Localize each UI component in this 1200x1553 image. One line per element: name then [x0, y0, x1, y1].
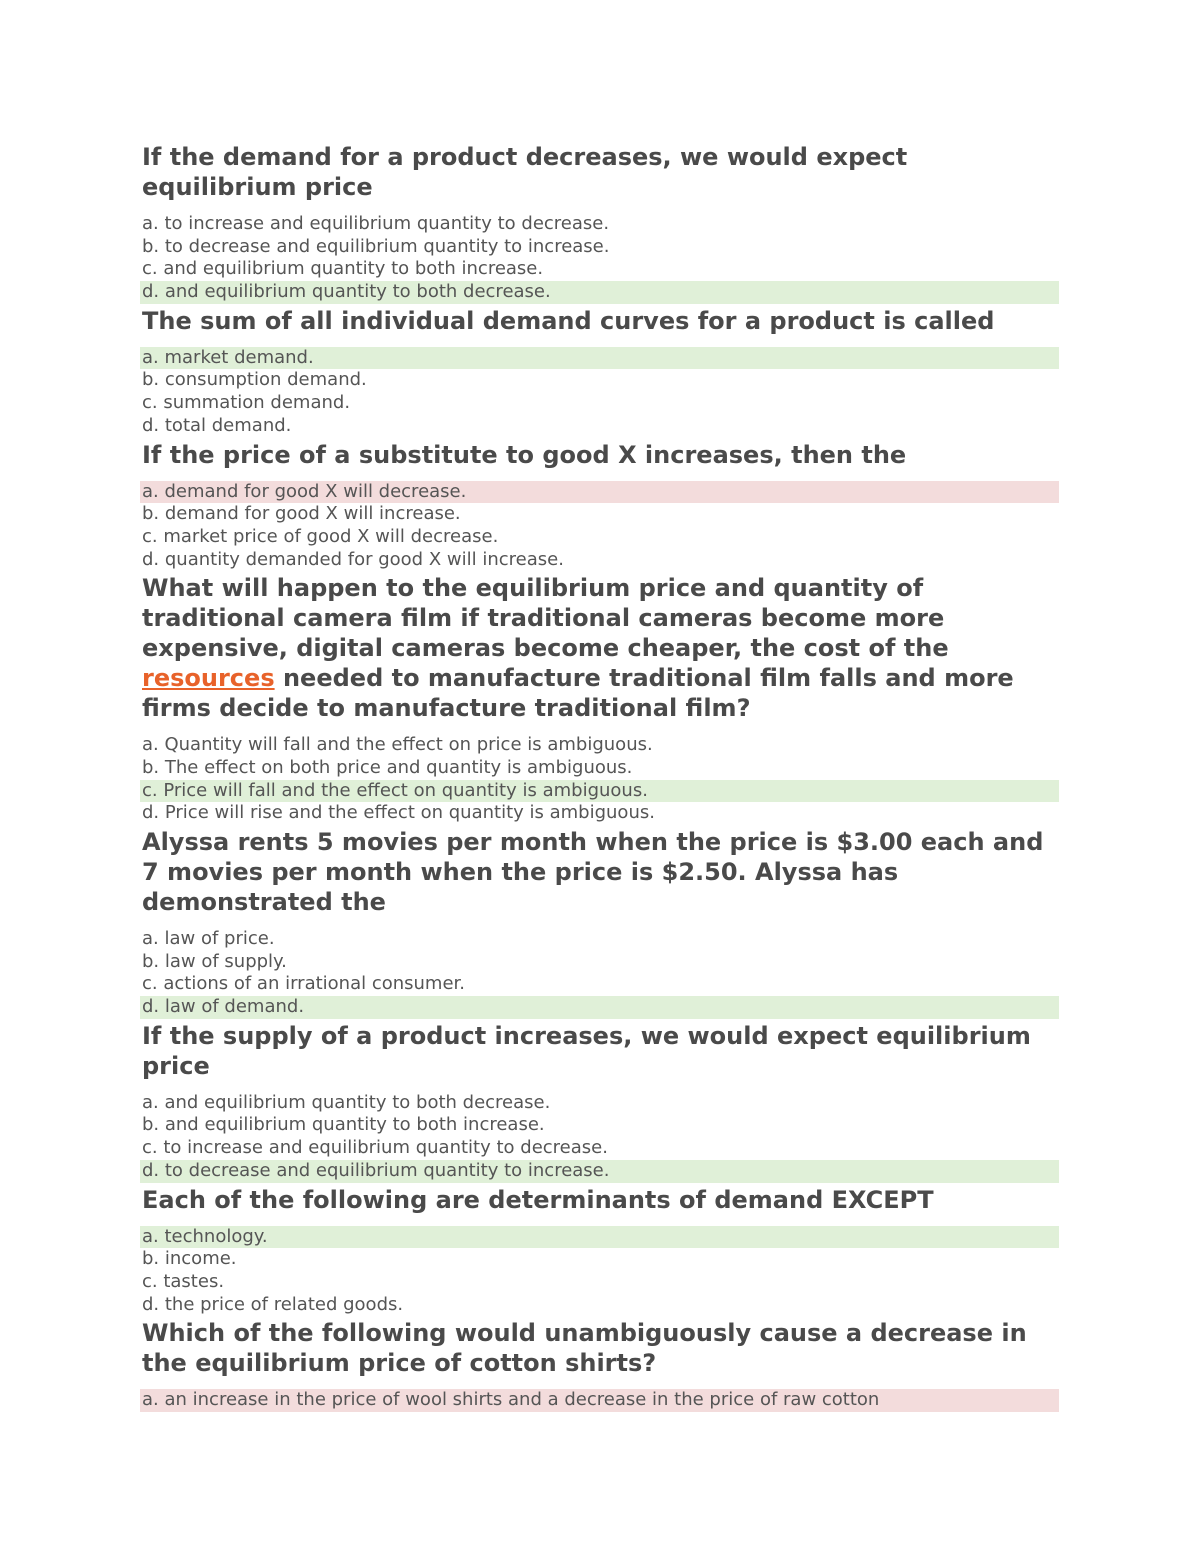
option-1a[interactable]: a. to increase and equilibrium quantity to decrease. [142, 213, 610, 234]
option-6c[interactable]: c. to increase and equilibrium quantity to decrease. [142, 1137, 608, 1159]
option-7d[interactable]: d. the price of related goods. [142, 1293, 404, 1315]
resources-link[interactable]: resources [142, 664, 275, 693]
option-3d[interactable]: d. quantity demanded for good X will increase. [142, 548, 564, 570]
quiz-document [142, 140, 1059, 1412]
question-2: The sum of all individual demand curves for a product is called [142, 306, 995, 335]
options-8 [142, 1389, 1059, 1412]
question-8: Which of the following would unambiguously cause a decrease in the equilibrium price of cotton shirts? [142, 1319, 1027, 1378]
question-4-text-before: What will happen to the equilibrium price and quantity of traditional camera film if traditional cameras become more expensive, digital cameras become cheaper, the cost of the [142, 574, 949, 663]
question-4 [142, 573, 1059, 723]
option-4c-correct[interactable]: c. Price will fall and the effect on quantity is ambiguous. [140, 780, 1059, 803]
question-3: If the price of a substitute to good X increases, then the [142, 440, 907, 469]
options-7 [142, 1226, 1059, 1317]
option-2d[interactable]: d. total demand. [142, 414, 292, 436]
option-1c[interactable]: c. and equilibrium quantity to both increase. [142, 258, 544, 280]
option-2c[interactable]: c. summation demand. [142, 392, 351, 414]
option-3a-wrong[interactable]: a. demand for good X will decrease. [140, 481, 1059, 504]
question-6: If the supply of a product increases, we would expect equilibrium price [142, 1021, 1031, 1080]
options-6 [142, 1092, 1059, 1183]
question-5: Alyssa rents 5 movies per month when the price is $3.00 each and 7 movies per month when the price is $2.50. Alyssa has demonstrated the [142, 828, 1044, 916]
option-8a-wrong[interactable]: a. an increase in the price of wool shirts and a decrease in the price of raw cotton [140, 1389, 1059, 1412]
options-3 [142, 481, 1059, 572]
question-4-text-after: needed to manufacture traditional film falls and more firms decide to manufacture traditional film? [142, 664, 1014, 723]
option-5a[interactable]: a. law of price. [142, 928, 275, 949]
option-5c[interactable]: c. actions of an irrational consumer. [142, 973, 466, 995]
option-6d-correct[interactable]: d. to decrease and equilibrium quantity to increase. [140, 1160, 1059, 1183]
option-7a-correct[interactable]: a. technology. [140, 1226, 1059, 1249]
option-5b[interactable]: b. law of supply. [142, 950, 287, 972]
option-1d-correct[interactable]: d. and equilibrium quantity to both decrease. [140, 281, 1059, 304]
options-1 [142, 213, 1059, 304]
option-2a-correct[interactable]: a. market demand. [140, 347, 1059, 370]
options-5 [142, 928, 1059, 1019]
question-1: If the demand for a product decreases, we would expect equilibrium price [142, 143, 908, 201]
option-7c[interactable]: c. tastes. [142, 1270, 225, 1292]
option-6a[interactable]: a. and equilibrium quantity to both decrease. [142, 1091, 551, 1113]
option-5d-correct[interactable]: d. law of demand. [140, 996, 1059, 1019]
question-7: Each of the following are determinants of demand EXCEPT [142, 1185, 934, 1214]
option-3b[interactable]: b. demand for good X will increase. [142, 503, 461, 525]
option-4b[interactable]: b. The effect on both price and quantity is ambiguous. [142, 756, 633, 778]
options-4 [142, 734, 1059, 825]
options-2 [142, 347, 1059, 438]
option-3c[interactable]: c. market price of good X will decrease. [142, 525, 499, 547]
option-4d[interactable]: d. Price will rise and the effect on quantity is ambiguous. [142, 802, 655, 824]
option-7b[interactable]: b. income. [142, 1248, 237, 1270]
option-6b[interactable]: b. and equilibrium quantity to both increase. [142, 1114, 545, 1136]
option-2b[interactable]: b. consumption demand. [142, 369, 367, 391]
option-1b[interactable]: b. to decrease and equilibrium quantity to increase. [142, 235, 610, 257]
option-4a[interactable]: a. Quantity will fall and the effect on price is ambiguous. [142, 734, 653, 756]
